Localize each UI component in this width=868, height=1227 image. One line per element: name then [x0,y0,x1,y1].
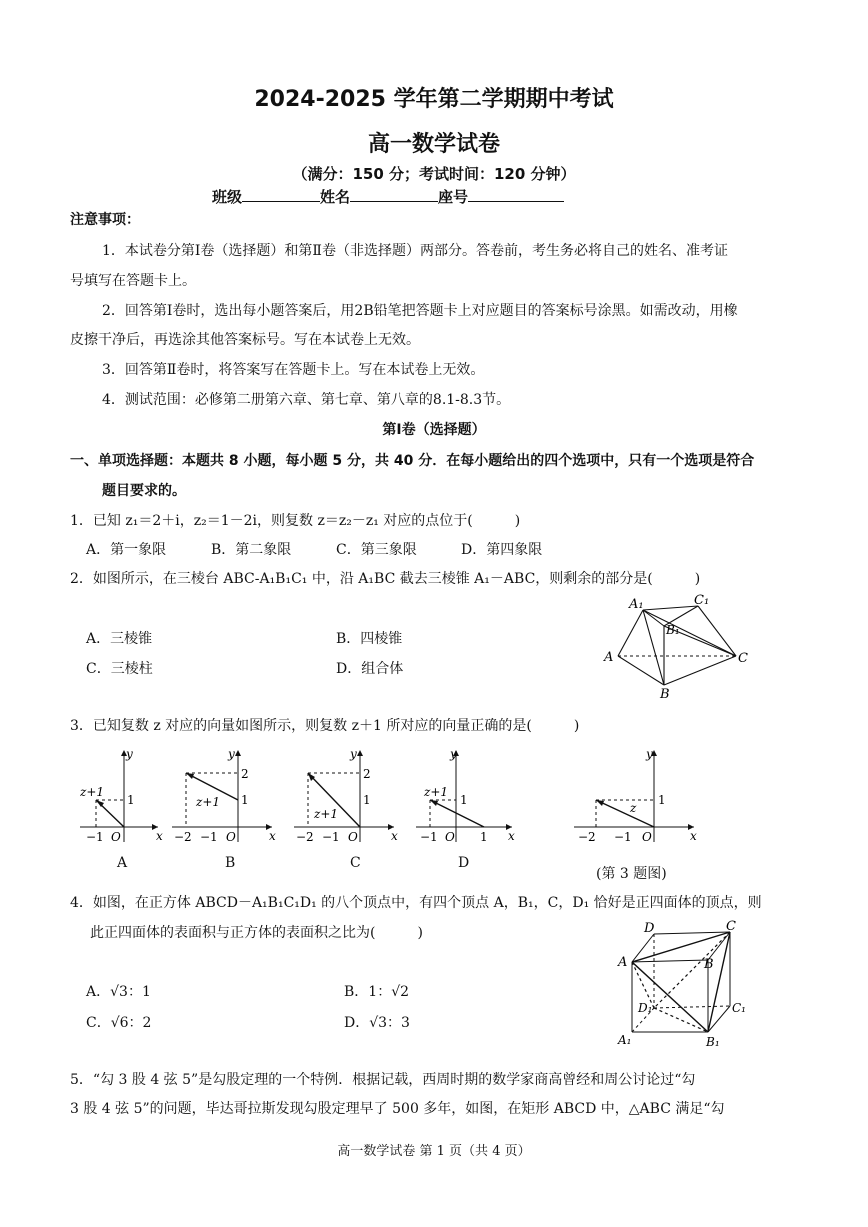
q3a-y-label: y [126,747,133,761]
q3a-tick-m1: −1 [86,830,104,844]
q2-option-a: A．三棱锥 [86,631,153,647]
q4-label-a1: A₁ [618,1033,632,1047]
q2-label-b1: B₁ [666,623,680,637]
student-info-line [212,186,564,207]
exam-meta: （满分：150 分；考试时间：120 分钟） [292,165,576,183]
exam-subtitle: 高一数学试卷 [367,132,500,157]
q3b-x-label: x [269,829,276,843]
q3-option-a-label: A [117,855,128,871]
q2-option-b: B．四棱锥 [336,631,403,647]
part1-instructions-line-2: 题目要求的。 [102,483,186,499]
note-1-line-1: 1．本试卷分第Ⅰ卷（选择题）和第Ⅱ卷（非选择题）两部分。答卷前，考生务必将自己的姓名、准考证 [102,243,728,259]
q5-line-2: 3 股 4 弦 5”的问题，毕达哥拉斯发现勾股定理早了 500 多年，如图，在矩形 ABCD 中，△ABC 满足“勾 [70,1101,725,1117]
q2-label-c1: C₁ [694,593,710,608]
q1-option-d: D．第四象限 [461,542,543,558]
q3ref-tick-1: 1 [658,793,666,807]
q2-frustum-figure [596,592,766,702]
class-blank [242,187,320,202]
q2-option-c: C．三棱柱 [86,661,153,677]
q4-label-a: A [618,955,628,970]
exam-title: 2024-2025 学年第二学期期中考试 [254,87,614,112]
q3a-tick-1: 1 [127,793,135,807]
q3-reference-figure [574,746,704,846]
q3b-tick-2: 2 [241,767,249,781]
q3c-tick-1: 1 [363,793,371,807]
q3c-origin: O [348,830,358,844]
q2-stem: 2．如图所示，在三棱台 ABC-A₁B₁C₁ 中，沿 A₁BC 截去三棱锥 A₁－ABC，则剩余的部分是( ) [70,571,701,587]
q2-option-d: D．组合体 [336,661,404,677]
q3-figure-caption: (第 3 题图) [596,866,667,882]
q3b-vector-label: z+1 [196,795,221,809]
note-3: 3．回答第Ⅱ卷时，将答案写在答题卡上。写在本试卷上无效。 [102,362,485,378]
note-4: 4．测试范围：必修第二册第六章、第七章、第八章的8.1-8.3节。 [102,392,511,408]
note-1-line-2: 号填写在答题卡上。 [70,273,196,289]
q3-graph-b [172,746,277,846]
section-heading: 第Ⅰ卷（选择题） [382,422,486,438]
q3d-tick-1: 1 [480,830,488,844]
seat-label: 座号 [438,188,469,206]
q4-label-c1: C₁ [732,1001,746,1015]
q3-option-c-label: C [350,855,361,871]
page-footer: 高一数学试卷 第 1 页（共 4 页） [337,1144,531,1159]
q3-graph-d [416,746,516,846]
q1-option-b: B．第二象限 [211,542,292,558]
q3d-origin: O [445,830,455,844]
q2-label-b: B [660,687,670,702]
q4-option-c: C．√6：2 [86,1015,152,1031]
note-2-line-1: 2．回答第Ⅰ卷时，选出每小题答案后，用2B铅笔把答题卡上对应题目的答案标号涂黑。如需改动，用橡 [102,303,738,319]
seat-blank [468,187,564,202]
q4-label-c: C [726,920,736,934]
q3d-vector-label: z+1 [424,785,449,799]
q2-label-c: C [738,651,748,666]
q4-label-d: D [644,921,655,936]
q3c-vector-label: z+1 [314,807,339,821]
q3-stem: 3．已知复数 z 对应的向量如图所示，则复数 z＋1 所对应的向量正确的是( ) [70,718,580,734]
q3d-tick-m1: −1 [420,830,438,844]
notes-heading: 注意事项： [70,212,140,228]
q4-stem-line-2: 此正四面体的表面积与正方体的表面积之比为( ) [90,925,423,941]
q3-option-b-label: B [225,855,236,871]
q3c-tick-m1: −1 [322,830,340,844]
q2-label-a: A [604,650,614,665]
q5-line-1: 5．“勾 3 股 4 弦 5”是勾股定理的一个特例．根据记载，西周时期的数学家商高曾经和周公讨论过“勾 [70,1072,696,1088]
q4-stem-line-1: 4．如图，在正方体 ABCD－A₁B₁C₁D₁ 的八个顶点中，有四个顶点 A，B₁，C，D₁ 恰好是正四面体的顶点，则 [70,895,762,911]
name-blank [350,187,438,202]
q3-graph-c [294,746,399,846]
q4-label-b: B [704,957,714,972]
part1-instructions-line-1: 一、单项选择题：本题共 8 小题，每小题 5 分，共 40 分．在每小题给出的四个选项中，只有一个选项是符合 [70,453,755,469]
q4-label-b1: B₁ [706,1035,720,1049]
name-label: 姓名 [320,188,351,206]
q3-graph-a [80,746,170,846]
q3c-y-label: y [350,747,357,761]
q3c-x-label: x [391,829,398,843]
note-2-line-2: 皮擦干净后，再选涂其他答案标号。写在本试卷上无效。 [70,332,420,348]
q3a-origin: O [111,830,121,844]
q1-stem: 1．已知 z₁＝2＋i，z₂＝1－2i，则复数 z＝z₂－z₁ 对应的点位于( ) [70,513,521,529]
q3b-origin: O [226,830,236,844]
q3d-tick-1y: 1 [460,793,468,807]
q1-option-a: A．第一象限 [86,542,167,558]
q3a-x-label: x [156,829,163,843]
q3ref-origin: O [642,830,652,844]
q4-option-d: D．√3：3 [344,1015,410,1031]
q1-option-c: C．第三象限 [336,542,417,558]
q3c-tick-m2: −2 [296,830,314,844]
q3ref-x-label: x [690,829,697,843]
q3b-tick-m2: −2 [174,830,192,844]
q4-label-d1: D₁ [638,1001,653,1015]
q4-option-a: A．√3：1 [86,984,151,1000]
q3c-tick-2: 2 [363,767,371,781]
q3b-tick-m1: −1 [200,830,218,844]
q3a-vector-label: z+1 [80,785,105,799]
q3b-y-label: y [228,747,235,761]
q3-option-d-label: D [458,855,470,871]
q3ref-tick-m1: −1 [614,830,632,844]
q3b-tick-1: 1 [241,793,249,807]
q4-cube-figure [612,920,752,1050]
class-label: 班级 [212,188,243,206]
q3ref-tick-m2: −2 [578,830,596,844]
q3ref-y-label: y [646,747,653,761]
q3d-y-label: y [450,747,457,761]
q2-label-a1: A₁ [629,597,644,612]
q3ref-vector-label: z [630,801,637,815]
q4-option-b: B．1：√2 [344,984,410,1000]
q3d-x-label: x [508,829,515,843]
